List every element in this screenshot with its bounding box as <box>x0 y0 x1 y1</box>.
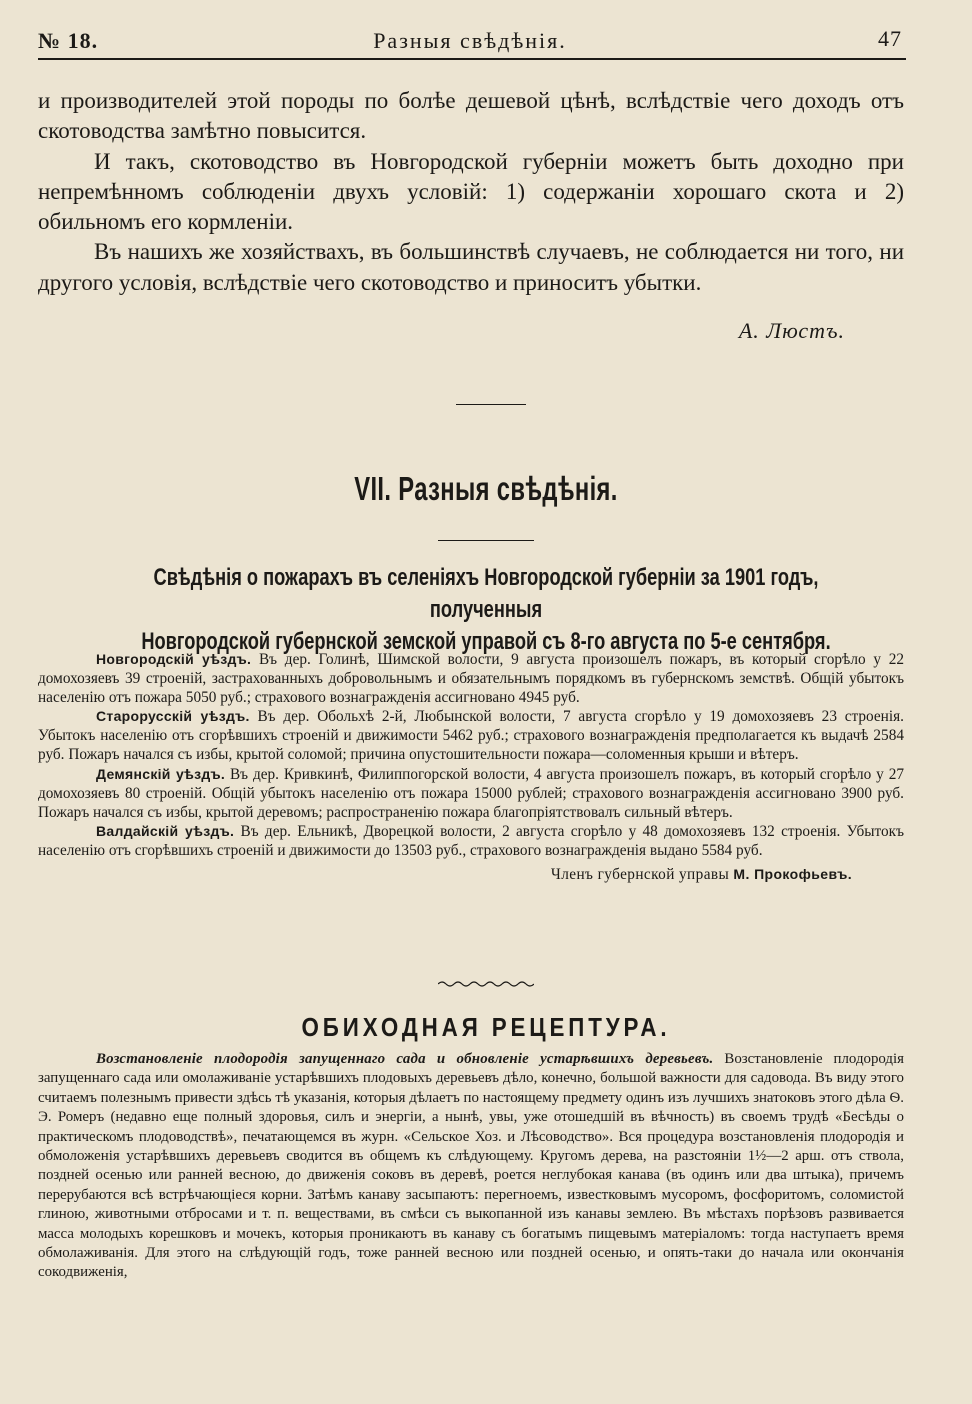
fire-report <box>38 650 904 884</box>
section-divider <box>456 404 526 405</box>
article-ending <box>38 86 904 298</box>
running-title: Разныя свѣдѣнія. <box>373 28 567 53</box>
page-number: 47 <box>878 26 902 51</box>
recipe-text: Возстановленіе плодородія запущеннаго сада или омолаживаніе устарѣвшихъ плодовыхъ деревьевъ дѣло, конечно, большой важности для садовода. Въ виду этого считаемъ полезнымъ привести здѣсь тѣ указанія, которыя дѣлаетъ по настоящему предмету одинъ изъ лучшихъ знатоковъ этого дѣла Ѳ. Э. Ромеръ (недавно еще полный здоровья, силъ и энергіи, а нынѣ, увы, уже отошедшій въ вѣчность) въ своемъ трудѣ «Бесѣды о практическомъ плодоводствѣ», печатающемся въ журн. «Сельское Хоз. и Лѣсоводство». Вся процедура возстановленія плодородія и обмоложенія устарѣвшихъ деревьевъ сводится въ общемъ къ слѣдующему. Кругомъ дерева, на разстояніи 1½—2 арш. отъ ствола, поздней осенью или ранней весною, до движенія соковъ въ деревѣ, роется неглубокая канава (въ одинъ или два штыка), причемъ перерубаются всѣ встрѣчающіеся корни. Затѣмъ канаву засыпаютъ: перегноемъ, известковымъ мусоромъ, фосфоритомъ, соломистой глиною, животными отбросами и т. п. веществами, въ смѣси съ выкопанной изъ канавы землею. Въ мѣстахъ порѣзовъ развивается масса молодыхъ корешковъ и мочекъ, которыя проникаютъ въ канаву съ богатымъ пищевымъ матеріаломъ: тогда наступаетъ время обмолаживанія. Для этого на слѣдующій годъ, тоже ранней весною или поздней осенью, и опять-таки до начала или окончанія сокодвиженія, <box>38 1051 904 1281</box>
district-name: Новгородскій уѣздъ. <box>96 651 252 667</box>
article-author: А. Люстъ. <box>738 318 845 343</box>
fire-report-entry <box>38 650 904 707</box>
recipe-body <box>38 1050 904 1283</box>
running-header <box>38 24 902 54</box>
entry-text: Въ дер. Кривкинѣ, Филиппогорской волости, 4 августа произошелъ пожаръ, въ который сгорѣло у 27 домохозяевъ 80 строеній. Общій убытокъ населенію отъ пожара 15000 рублей; страхового вознагражденія ассигновано 3900 руб. Пожаръ начался съ избы, крытой деревомъ; распространенію пожара благопріятствовалъ сильный вѣтеръ. <box>38 765 904 821</box>
district-name: Демянскій уѣздъ. <box>96 765 226 782</box>
paragraph: И такъ, скотоводство въ Новгородской губерніи можетъ быть доходно при непремѣнномъ соблюденіи двухъ условій: 1) содержаніи хорошаго скота и 2) обильномъ его кормленіи. <box>38 148 904 235</box>
district-name: Старорусскій уѣздъ. <box>96 708 250 725</box>
district-name: Валдайскій уѣздъ. <box>96 822 235 839</box>
entry-text: Въ дер. Ельникѣ, Дворецкой волости, 2 августа сгорѣло у 48 домохозяевъ 132 строенія. Убытокъ населенію отъ сгорѣвшихъ строеній и движимости до 13503 руб., страхового вознагражденія выдано 5584 руб. <box>38 822 904 859</box>
fire-report-title-line: Новгородской губернской земской управой съ 8-го августа по 5-е сентября. <box>141 628 831 655</box>
recipe-paragraph <box>38 1050 904 1283</box>
signature-prefix: Членъ губернской управы <box>550 866 730 884</box>
paragraph: и производителей этой породы по болѣе дешевой цѣнѣ, вслѣдствіе чего доходъ отъ скотоводства замѣтно повысится. <box>38 88 904 144</box>
entry-text: Въ дер. Голинѣ, Шимской волости, 9 августа произошелъ пожаръ, въ который сгорѣло у 22 домохозяевъ 39 строеній, застрахованныхъ добровольнымъ и обязательнымъ порядкомъ въ губернскомъ земствѣ. Общій убытокъ населенію отъ пожара 5050 руб.; страхового вознагражденія ассигновано 4945 руб. <box>38 651 904 707</box>
paragraph: Въ нашихъ же хозяйствахъ, въ большинствѣ случаевъ, не соблюдается ни того, ни другого условія, вслѣдствіе чего скотоводство и приноситъ убытки. <box>38 239 904 295</box>
signature-name: М. Прокофьевъ. <box>733 866 852 883</box>
entry-text: Въ дер. Обольхѣ 2-й, Любынской волости, 7 августа сгорѣло у 19 домохозяевъ 23 строенія. Убытокъ населенію отъ сгорѣвшихъ строеній и движимости 5462 руб.; страхового вознагражденія предполагается къ выдачѣ 2584 руб. Пожаръ начался съ избы, крытой соломой; причина опустошительности пожара—соломенныя крыши и вѣтеръ. <box>38 708 904 764</box>
fire-report-title-line: Свѣдѣнія о пожарахъ въ селеніяхъ Новгородской губерніи за 1901 годъ, полученныя <box>153 564 819 623</box>
fire-report-title <box>132 562 840 658</box>
fire-report-entry <box>38 822 904 860</box>
header-rule <box>38 58 906 60</box>
fire-report-entry <box>38 765 904 822</box>
section-title: VII. Разныя свѣдѣнія. <box>354 470 618 507</box>
fire-report-entry <box>38 707 904 764</box>
fire-report-signature <box>38 865 904 884</box>
section-title-rule <box>438 540 534 541</box>
recipes-title: ОБИХОДНАЯ РЕЦЕПТУРА. <box>301 1012 671 1042</box>
recipe-lede: Возстановленіе плодородія запущеннаго сада и обновленіе устарѣвшихъ деревьевъ. <box>96 1051 714 1067</box>
issue-number: № 18. <box>38 28 99 53</box>
wavy-divider <box>438 978 534 990</box>
